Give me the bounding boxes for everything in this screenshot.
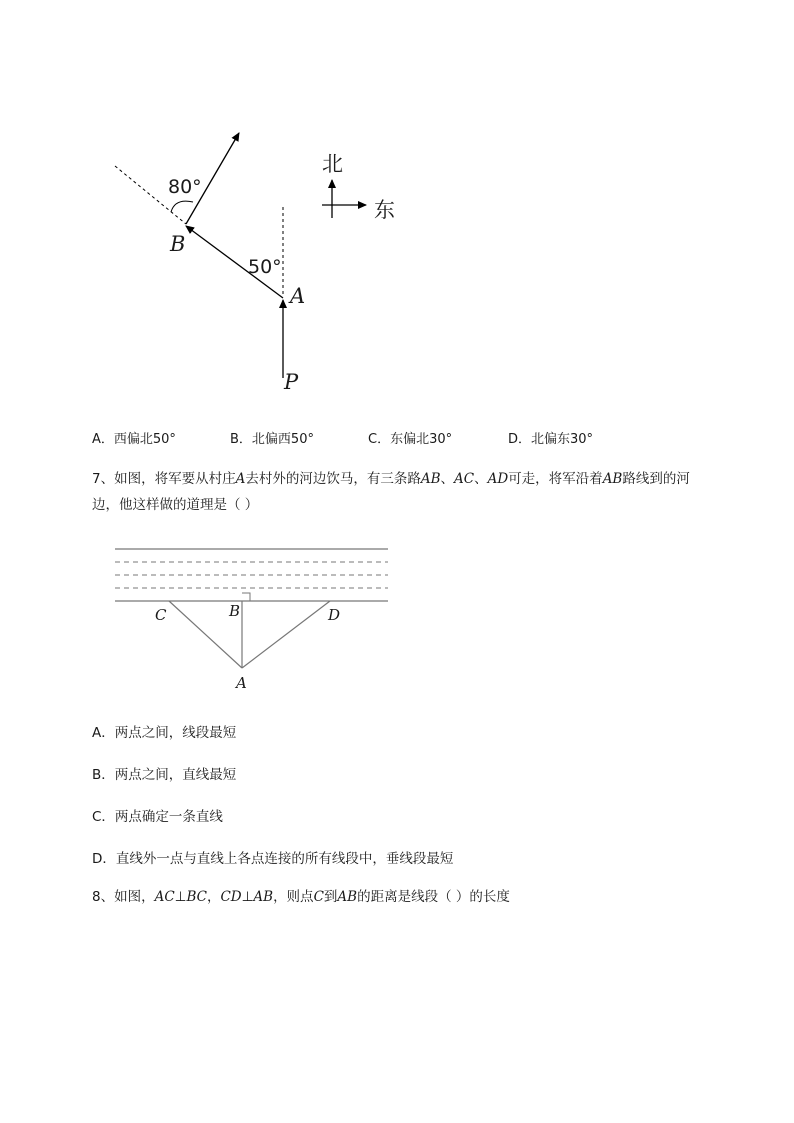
q7-option-d: D．直线外一点与直线上各点连接的所有线段中，垂线段最短 [92,851,454,867]
point-b-label: B [170,232,186,256]
compass-north-label: 北 [322,152,343,176]
q7-question [92,466,690,518]
q7-option-b: B．两点之间，直线最短 [92,767,237,783]
q7-line-1: 7、如图，将军要从村庄A去村外的河边饮马，有三条路AB、AC、AD可走，将军沿着AB路线到的河 [92,471,690,487]
q6-option-b: B．北偏西50° [230,432,314,447]
river-point-b: B [229,602,241,620]
river-point-a: A [236,674,247,692]
bearing-figure [0,0,794,410]
q8-question: 8、如图，AC⊥BC，CD⊥AB，则点C到AB的距离是线段（ ）的长度 [92,889,510,905]
river-point-c: C [155,606,167,624]
q6-option-d: D．北偏东30° [508,432,594,447]
q7-option-a: A．两点之间，线段最短 [92,725,237,741]
compass-east-label: 东 [374,198,395,222]
river-point-d: D [328,606,341,624]
q6-option-c: C．东偏北30° [368,432,453,447]
point-p-label: P [284,370,299,394]
road-ad [242,601,330,668]
q7-option-c: C．两点确定一条直线 [92,809,223,825]
angle-50-label: 50° [248,256,282,278]
angle-arc-80 [171,201,193,212]
point-a-label: A [290,284,306,308]
q7-line-2: 边，他这样做的道理是（ ） [92,497,259,513]
right-angle-mark [242,593,250,601]
river-figure [0,540,794,700]
q6-option-a: A．西偏北50° [92,432,176,447]
angle-80-label: 80° [168,176,202,198]
